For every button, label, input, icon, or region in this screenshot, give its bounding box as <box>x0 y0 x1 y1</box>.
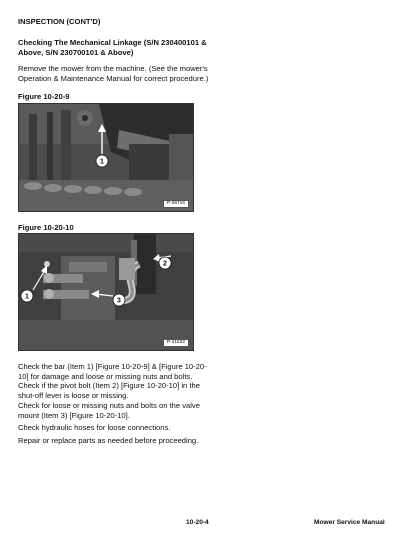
linkage-photo-illustration <box>19 104 193 211</box>
body-p5: Repair or replace parts as needed before proceeding. <box>18 436 199 445</box>
body-p3-line-1: Check for loose or missing nuts and bolts on the valve <box>18 401 200 410</box>
subheading-line-2: Above, S/N 230700101 & Above) <box>18 48 134 57</box>
body-p1-line-2: 10] for damage and loose or missing nuts and bolts. <box>18 372 193 381</box>
body-p2-line-2: shut-off lever is loose or missing. <box>18 391 129 400</box>
section-heading: INSPECTION (CONT'D) <box>18 17 101 26</box>
valve-photo-illustration <box>19 234 193 350</box>
intro-line-2: Operation & Maintenance Manual for correct procedure.) <box>18 74 209 83</box>
body-p4: Check hydraulic hoses for loose connections. <box>18 423 171 432</box>
manual-title: Mower Service Manual <box>314 519 385 526</box>
photo-code: P-41532 <box>163 339 189 347</box>
body-p3-line-2: mount (Item 3) [Figure 10-20-10]. <box>18 411 130 420</box>
intro-line-1: Remove the mower from the machine. (See the mower's <box>18 64 208 73</box>
callout-1-label: 1 <box>100 158 104 166</box>
photo-code: P-36716 <box>163 200 189 208</box>
subheading-line-1: Checking The Mechanical Linkage (S/N 230400101 & <box>18 38 207 47</box>
callout-3-label: 3 <box>117 297 121 305</box>
body-p2-line-1: Check if the pivot bolt (Item 2) [Figure 10-20-10] in the <box>18 381 200 390</box>
figure-caption-10-20-9: Figure 10-20-9 <box>18 92 70 101</box>
callout-1b-label: 1 <box>25 293 29 301</box>
figure-caption-10-20-10: Figure 10-20-10 <box>18 223 74 232</box>
callout-2-label: 2 <box>163 260 167 268</box>
body-p1-line-1: Check the bar (Item 1) [Figure 10-20-9] & [Figure 10-20- <box>18 362 207 371</box>
figure-10-20-10-photo <box>18 233 194 351</box>
figure-10-20-9-photo <box>18 103 194 212</box>
page-number: 10-20-4 <box>186 519 209 526</box>
